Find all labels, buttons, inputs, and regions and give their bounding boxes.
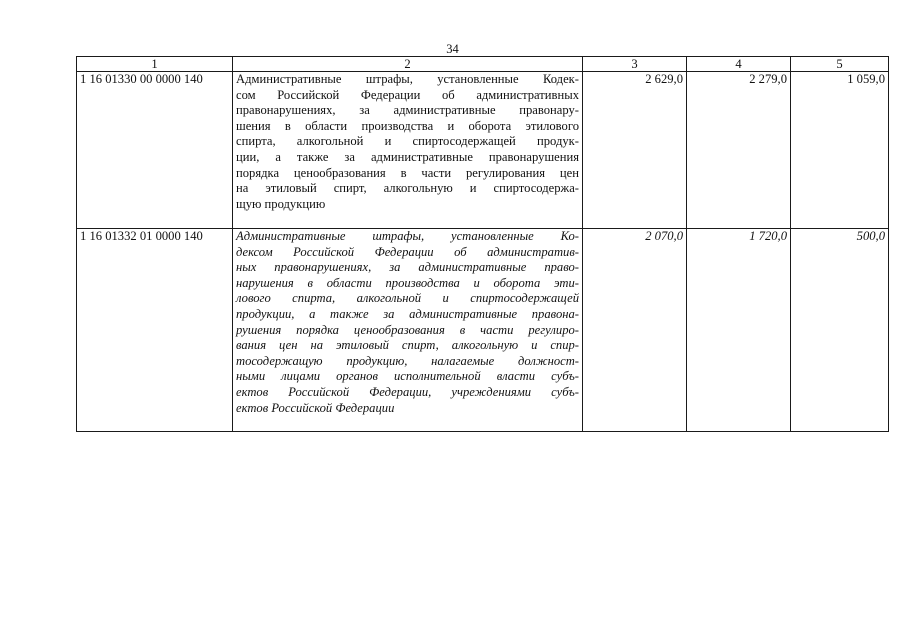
- column-header-3: 3: [583, 57, 687, 72]
- budget-code-cell: 1 16 01330 00 0000 140: [77, 72, 233, 229]
- description-line: лового спирта, алкогольной и спиртосодержащей: [236, 291, 579, 306]
- description-cell: [233, 229, 583, 432]
- description-line: ции, а также за административные правонарушения: [236, 149, 579, 164]
- description-line: рушения порядка ценообразования в части регулиро-: [236, 322, 579, 337]
- description-line: ных правонарушениях, за административные право-: [236, 260, 579, 275]
- column-header-4: 4: [687, 57, 791, 72]
- table-row: [77, 72, 889, 229]
- column-header-2: 2: [233, 57, 583, 72]
- description-line: сом Российской Федерации об административных: [236, 87, 579, 102]
- column-header-5: 5: [791, 57, 889, 72]
- description-line: щую продукцию: [236, 196, 326, 211]
- amount-col5-cell: 1 059,0: [791, 72, 889, 229]
- column-header-1: 1: [77, 57, 233, 72]
- description-line: тосодержащую продукцию, налагаемые должност-: [236, 353, 579, 368]
- budget-table: [76, 56, 889, 432]
- description-cell: [233, 72, 583, 229]
- amount-col4-cell: 2 279,0: [687, 72, 791, 229]
- header-row: [77, 57, 889, 72]
- amount-col4-cell: 1 720,0: [687, 229, 791, 432]
- description-line: ными лицами органов исполнительной власти субъ-: [236, 369, 579, 384]
- page-number: 34: [446, 42, 459, 56]
- description-line: нарушения в области производства и оборота эти-: [236, 275, 579, 290]
- budget-code-cell: 1 16 01332 01 0000 140: [77, 229, 233, 432]
- amount-col3-cell: 2 070,0: [583, 229, 687, 432]
- description-line: порядка ценообразования в части регулирования цен: [236, 165, 579, 180]
- amount-col3-cell: 2 629,0: [583, 72, 687, 229]
- description-line: правонарушениях, за административные правонару-: [236, 103, 579, 118]
- description-line: вания цен на этиловый спирт, алкогольную и спир-: [236, 338, 579, 353]
- description-line: Административные штрафы, установленные Кодек-: [236, 72, 579, 86]
- description-line: шения в области производства и оборота этилового: [236, 118, 579, 133]
- description-line: Административные штрафы, установленные Ко-: [236, 229, 579, 243]
- table-row: [77, 229, 889, 432]
- description-line: на этиловый спирт, алкогольную и спиртосодержа-: [236, 181, 579, 196]
- description-line: спирта, алкогольной и спиртосодержащей продук-: [236, 134, 579, 149]
- description-line: ектов Российской Федерации: [236, 400, 395, 415]
- description-line: ектов Российской Федерации, учреждениями субъ-: [236, 384, 579, 399]
- description-line: продукции, а также за административные правона-: [236, 306, 579, 321]
- description-line: дексом Российской Федерации об административ-: [236, 244, 579, 259]
- amount-col5-cell: 500,0: [791, 229, 889, 432]
